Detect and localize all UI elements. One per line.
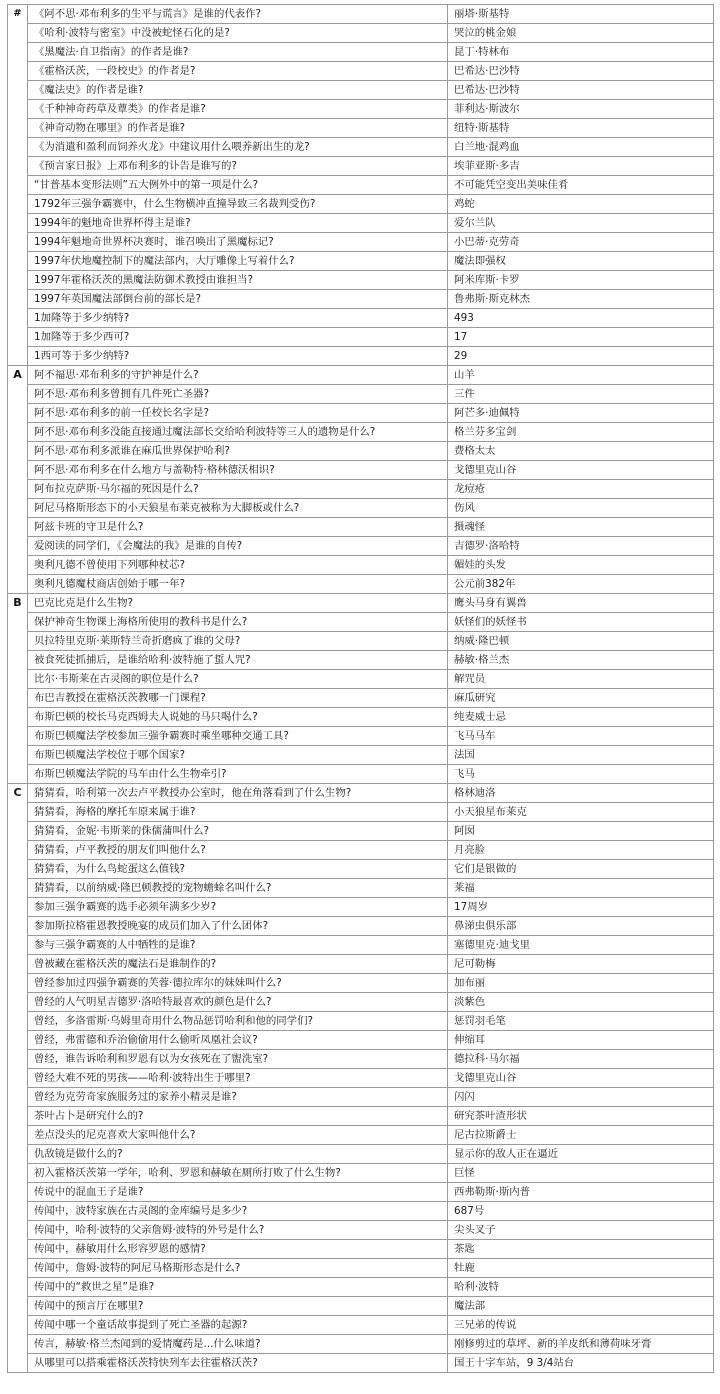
answer-cell: 牡鹿 [448, 1259, 714, 1278]
section-letter: C [8, 784, 28, 1373]
table-row [8, 993, 714, 1012]
answer-cell: 飞马 [448, 765, 714, 784]
question-cell: 1加隆等于多少西可? [28, 328, 448, 347]
answer-cell: 龙痘疮 [448, 480, 714, 499]
table-row [8, 670, 714, 689]
answer-cell: 鼻涕虫俱乐部 [448, 917, 714, 936]
table-row [8, 176, 714, 195]
answer-cell: 493 [448, 309, 714, 328]
question-cell: 传闻中，哈利·波特的父亲詹姆·波特的外号是什么? [28, 1221, 448, 1240]
question-cell: 传闻中，詹姆·波特的阿尼马格斯形态是什么? [28, 1259, 448, 1278]
answer-cell: 月亮脸 [448, 841, 714, 860]
question-cell: 差点没头的尼克喜欢大家叫他什么? [28, 1126, 448, 1145]
answer-cell: 它们是银做的 [448, 860, 714, 879]
table-row [8, 917, 714, 936]
answer-cell: 魔法部 [448, 1297, 714, 1316]
table-row [8, 43, 714, 62]
question-cell: 比尔·韦斯莱在古灵阁的职位是什么? [28, 670, 448, 689]
answer-cell: 西弗勒斯·斯内普 [448, 1183, 714, 1202]
table-row [8, 347, 714, 366]
question-cell: 曾经，多洛雷斯·乌姆里奇用什么物品惩罚哈利和他的同学们? [28, 1012, 448, 1031]
question-cell: “甘普基本变形法则”五大例外中的第一项是什么? [28, 176, 448, 195]
question-cell: 阿尼马格斯形态下的小天狼星布莱克被称为大脚板或什么? [28, 499, 448, 518]
question-cell: 传闻中哪一个童话故事提到了死亡圣器的起源? [28, 1316, 448, 1335]
table-row [8, 689, 714, 708]
answer-cell: 国王十字车站，9 3/4站台 [448, 1354, 714, 1373]
table-row [8, 5, 714, 24]
question-cell: 传言，赫敏·格兰杰闻到的爱情魔药是...什么味道? [28, 1335, 448, 1354]
question-cell: 曾被藏在霍格沃茨的魔法石是谁制作的? [28, 955, 448, 974]
section-letter: # [8, 5, 28, 366]
question-cell: 阿兹卡班的守卫是什么? [28, 518, 448, 537]
table-row [8, 62, 714, 81]
answer-cell: 费格太太 [448, 442, 714, 461]
question-cell: 1加隆等于多少纳特? [28, 309, 448, 328]
answer-cell: 格兰芬多宝剑 [448, 423, 714, 442]
answer-cell: 吉德罗·洛哈特 [448, 537, 714, 556]
question-cell: 奥利凡德魔杖商店创始于哪一年? [28, 575, 448, 594]
table-row [8, 632, 714, 651]
question-cell: 《黑魔法·自卫指南》的作者是谁? [28, 43, 448, 62]
answer-cell: 山羊 [448, 366, 714, 385]
answer-cell: 戈德里克山谷 [448, 461, 714, 480]
table-row [8, 803, 714, 822]
question-cell: 曾经大难不死的男孩——哈利·波特出生于哪里? [28, 1069, 448, 1088]
question-cell: 被食死徒抓捕后，是谁给哈利·波特施了蜇人咒? [28, 651, 448, 670]
question-cell: 传闻中，波特家族在古灵阁的金库编号是多少? [28, 1202, 448, 1221]
table-row [8, 556, 714, 575]
table-row [8, 955, 714, 974]
table-row [8, 537, 714, 556]
table-row [8, 214, 714, 233]
table-row [8, 1145, 714, 1164]
section-letter: A [8, 366, 28, 594]
quiz-answer-sheet [7, 4, 713, 1373]
answer-cell: 淡紫色 [448, 993, 714, 1012]
answer-cell: 戈德里克山谷 [448, 1069, 714, 1088]
answer-cell: 小巴蒂·克劳奇 [448, 233, 714, 252]
question-cell: 1792年三强争霸赛中，什么生物横冲直撞导致三名裁判受伤? [28, 195, 448, 214]
table-row [8, 518, 714, 537]
question-cell: 猜猜看，卢平教授的朋友们叫他什么? [28, 841, 448, 860]
table-row [8, 1316, 714, 1335]
answer-cell: 尼古拉斯爵士 [448, 1126, 714, 1145]
table-row [8, 1050, 714, 1069]
answer-cell: 哈利·波特 [448, 1278, 714, 1297]
table-row [8, 366, 714, 385]
table-row [8, 385, 714, 404]
answer-cell: 伤风 [448, 499, 714, 518]
table-row [8, 1069, 714, 1088]
question-cell: 《千种神奇药草及蕈类》的作者是谁? [28, 100, 448, 119]
table-row [8, 1221, 714, 1240]
answer-cell: 巴希达·巴沙特 [448, 62, 714, 81]
answer-cell: 小天狼星布莱克 [448, 803, 714, 822]
question-cell: 猜猜看，以前纳威·隆巴顿教授的宠物蟾蜍名叫什么? [28, 879, 448, 898]
question-cell: 初入霍格沃茨第一学年，哈利、罗恩和赫敏在厕所打败了什么生物? [28, 1164, 448, 1183]
table-row [8, 1183, 714, 1202]
answer-cell: 埃菲亚斯·多吉 [448, 157, 714, 176]
answer-cell: 纽特·斯基特 [448, 119, 714, 138]
table-row [8, 1107, 714, 1126]
table-row [8, 195, 714, 214]
answer-cell: 显示你的敌人正在逼近 [448, 1145, 714, 1164]
table-row [8, 138, 714, 157]
table-row [8, 24, 714, 43]
table-row [8, 879, 714, 898]
table-row [8, 100, 714, 119]
question-cell: 巴克比克是什么生物? [28, 594, 448, 613]
table-row [8, 575, 714, 594]
question-cell: 《为消遣和盈利而饲养火龙》中建议用什么喂养新出生的龙? [28, 138, 448, 157]
table-row [8, 233, 714, 252]
answer-cell: 丽塔·斯基特 [448, 5, 714, 24]
table-row [8, 613, 714, 632]
answer-cell: 莱福 [448, 879, 714, 898]
question-cell: 参与三强争霸赛的人中牺牲的是谁? [28, 936, 448, 955]
question-cell: 阿不思·邓布利多在什么地方与盖勒特·格林德沃相识? [28, 461, 448, 480]
answer-cell: 公元前382年 [448, 575, 714, 594]
question-cell: 传闻中的预言厅在哪里? [28, 1297, 448, 1316]
table-row [8, 1126, 714, 1145]
table-row [8, 271, 714, 290]
table-row [8, 594, 714, 613]
question-cell: 参加斯拉格霍恩教授晚宴的成员们加入了什么团体? [28, 917, 448, 936]
answer-cell: 闪闪 [448, 1088, 714, 1107]
question-cell: 猜猜看，海格的摩托车原来属于谁? [28, 803, 448, 822]
answer-cell: 鸡蛇 [448, 195, 714, 214]
question-cell: 阿不思·邓布利多派谁在麻瓜世界保护哈利? [28, 442, 448, 461]
question-cell: 阿布拉克萨斯·马尔福的死因是什么? [28, 480, 448, 499]
table-row [8, 1278, 714, 1297]
answer-cell: 法国 [448, 746, 714, 765]
answer-cell: 伸缩耳 [448, 1031, 714, 1050]
question-cell: 布斯巴顿魔法学校位于哪个国家? [28, 746, 448, 765]
question-cell: 猜猜看，为什么鸟蛇蛋这么值钱? [28, 860, 448, 879]
question-cell: 曾经参加过四强争霸赛的芙蓉·德拉库尔的妹妹叫什么? [28, 974, 448, 993]
section-letter: B [8, 594, 28, 784]
question-cell: 曾经为克劳奇家族服务过的家养小精灵是谁? [28, 1088, 448, 1107]
question-cell: 《魔法史》的作者是谁? [28, 81, 448, 100]
table-row [8, 727, 714, 746]
table-row [8, 119, 714, 138]
question-cell: 从哪里可以搭乘霍格沃茨特快列车去往霍格沃茨? [28, 1354, 448, 1373]
table-row [8, 1088, 714, 1107]
question-cell: 保护神奇生物课上海格所使用的教科书是什么? [28, 613, 448, 632]
table-row [8, 841, 714, 860]
question-cell: 曾经的人气明星吉德罗·洛哈特最喜欢的颜色是什么? [28, 993, 448, 1012]
answer-cell: 惩罚羽毛笔 [448, 1012, 714, 1031]
question-cell: 茶叶占卜是研究什么的? [28, 1107, 448, 1126]
question-cell: 猜猜看，哈利第一次去卢平教授办公室时，他在角落看到了什么生物? [28, 784, 448, 803]
question-cell: 传说中的混血王子是谁? [28, 1183, 448, 1202]
answer-cell: 不可能凭空变出美味佳肴 [448, 176, 714, 195]
answer-cell: 巨怪 [448, 1164, 714, 1183]
answer-cell: 17周岁 [448, 898, 714, 917]
answer-cell: 麻瓜研究 [448, 689, 714, 708]
table-row [8, 1354, 714, 1373]
table-row [8, 708, 714, 727]
question-cell: 贝拉特里克斯·莱斯特兰奇折磨疯了谁的父母? [28, 632, 448, 651]
question-cell: 仇敌镜是做什么的? [28, 1145, 448, 1164]
question-cell: 1997年英国魔法部倒台前的部长是? [28, 290, 448, 309]
answer-cell: 德拉科·马尔福 [448, 1050, 714, 1069]
answer-cell: 三件 [448, 385, 714, 404]
table-row [8, 328, 714, 347]
question-cell: 《哈利·波特与密室》中没被蛇怪石化的是? [28, 24, 448, 43]
question-cell: 参加三强争霸赛的选手必须年满多少岁? [28, 898, 448, 917]
answer-cell: 昆丁·特林布 [448, 43, 714, 62]
question-cell: 曾经，谁告诉哈利和罗恩有以为女孩死在了盥洗室? [28, 1050, 448, 1069]
answer-cell: 687号 [448, 1202, 714, 1221]
table-row [8, 1240, 714, 1259]
answer-cell: 阿囡 [448, 822, 714, 841]
table-row [8, 309, 714, 328]
answer-cell: 茶匙 [448, 1240, 714, 1259]
answer-cell: 纯麦威士忌 [448, 708, 714, 727]
question-cell: 布巴吉教授在霍格沃茨教哪一门课程? [28, 689, 448, 708]
table-row [8, 1202, 714, 1221]
table-row [8, 784, 714, 803]
question-cell: 猜猜看，金妮·韦斯莱的侏儒蒲叫什么? [28, 822, 448, 841]
answer-cell: 白兰地·混鸡血 [448, 138, 714, 157]
question-cell: 阿不福思·邓布利多的守护神是什么? [28, 366, 448, 385]
answer-cell: 赫敏·格兰杰 [448, 651, 714, 670]
answer-cell: 菲利达·斯波尔 [448, 100, 714, 119]
table-row [8, 404, 714, 423]
table-row [8, 1259, 714, 1278]
question-cell: 阿不思·邓布利多的前一任校长名字是? [28, 404, 448, 423]
answer-cell: 格林迪洛 [448, 784, 714, 803]
answer-cell: 飞马马车 [448, 727, 714, 746]
question-cell: 布斯巴顿魔法学院的马车由什么生物牵引? [28, 765, 448, 784]
answer-cell: 巴希达·巴沙特 [448, 81, 714, 100]
table-row [8, 1012, 714, 1031]
table-row [8, 822, 714, 841]
answer-cell: 阿米库斯·卡罗 [448, 271, 714, 290]
question-cell: 1994年魁地奇世界杯决赛时，谁召唤出了黑魔标记? [28, 233, 448, 252]
table-row [8, 461, 714, 480]
table-row [8, 860, 714, 879]
answer-cell: 媚娃的头发 [448, 556, 714, 575]
answer-cell: 阿芒多·迪佩特 [448, 404, 714, 423]
answer-cell: 鲁弗斯·斯克林杰 [448, 290, 714, 309]
table-row [8, 157, 714, 176]
table-row [8, 1031, 714, 1050]
table-row [8, 765, 714, 784]
question-cell: 1西可等于多少纳特? [28, 347, 448, 366]
table-row [8, 423, 714, 442]
question-cell: 曾经，弗雷德和乔治偷偷用什么偷听凤凰社会议? [28, 1031, 448, 1050]
answer-cell: 尖头叉子 [448, 1221, 714, 1240]
table-row [8, 252, 714, 271]
answer-cell: 哭泣的桃金娘 [448, 24, 714, 43]
answer-cell: 鹰头马身有翼兽 [448, 594, 714, 613]
answer-cell: 摄魂怪 [448, 518, 714, 537]
answer-cell: 加布丽 [448, 974, 714, 993]
table-row [8, 936, 714, 955]
answer-cell: 魔法即强权 [448, 252, 714, 271]
answer-cell: 17 [448, 328, 714, 347]
question-cell: 1997年霍格沃茨的黑魔法防御术教授由谁担当? [28, 271, 448, 290]
quiz-table [7, 4, 714, 1373]
question-cell: 《神奇动物在哪里》的作者是谁? [28, 119, 448, 138]
table-row [8, 898, 714, 917]
question-cell: 布斯巴顿魔法学校参加三强争霸赛时乘坐哪种交通工具? [28, 727, 448, 746]
quiz-table-body [8, 5, 714, 1373]
answer-cell: 解咒员 [448, 670, 714, 689]
question-cell: 爱阅读的同学们，《会魔法的我》是谁的自传? [28, 537, 448, 556]
table-row [8, 81, 714, 100]
question-cell: 1997年伏地魔控制下的魔法部内，大厅雕像上写着什么? [28, 252, 448, 271]
question-cell: 《预言家日报》上邓布利多的讣告是谁写的? [28, 157, 448, 176]
answer-cell: 尼可勒梅 [448, 955, 714, 974]
table-row [8, 974, 714, 993]
answer-cell: 妖怪们的妖怪书 [448, 613, 714, 632]
table-row [8, 1335, 714, 1354]
answer-cell: 研究茶叶渣形状 [448, 1107, 714, 1126]
answer-cell: 爱尔兰队 [448, 214, 714, 233]
table-row [8, 290, 714, 309]
question-cell: 布斯巴顿的校长马克西姆夫人说她的马只喝什么? [28, 708, 448, 727]
question-cell: 《阿不思·邓布利多的生平与谎言》是谁的代表作? [28, 5, 448, 24]
question-cell: 传闻中的“救世之星”是谁? [28, 1278, 448, 1297]
table-row [8, 499, 714, 518]
question-cell: 传闻中，赫敏用什么形容罗恩的感情? [28, 1240, 448, 1259]
answer-cell: 三兄弟的传说 [448, 1316, 714, 1335]
table-row [8, 746, 714, 765]
table-row [8, 1164, 714, 1183]
question-cell: 奥利凡德不曾使用下列哪种杖芯? [28, 556, 448, 575]
question-cell: 阿不思·邓布利多曾拥有几件死亡圣器? [28, 385, 448, 404]
question-cell: 阿不思·邓布利多没能直接通过魔法部长交给哈利波特等三人的遗物是什么? [28, 423, 448, 442]
table-row [8, 442, 714, 461]
answer-cell: 29 [448, 347, 714, 366]
answer-cell: 纳威·隆巴顿 [448, 632, 714, 651]
table-row [8, 1297, 714, 1316]
table-row [8, 651, 714, 670]
question-cell: 《霍格沃茨，一段校史》的作者是? [28, 62, 448, 81]
answer-cell: 刚修剪过的草坪、新的羊皮纸和薄荷味牙膏 [448, 1335, 714, 1354]
answer-cell: 塞德里克·迪戈里 [448, 936, 714, 955]
question-cell: 1994年的魁地奇世界杯得主是谁? [28, 214, 448, 233]
table-row [8, 480, 714, 499]
